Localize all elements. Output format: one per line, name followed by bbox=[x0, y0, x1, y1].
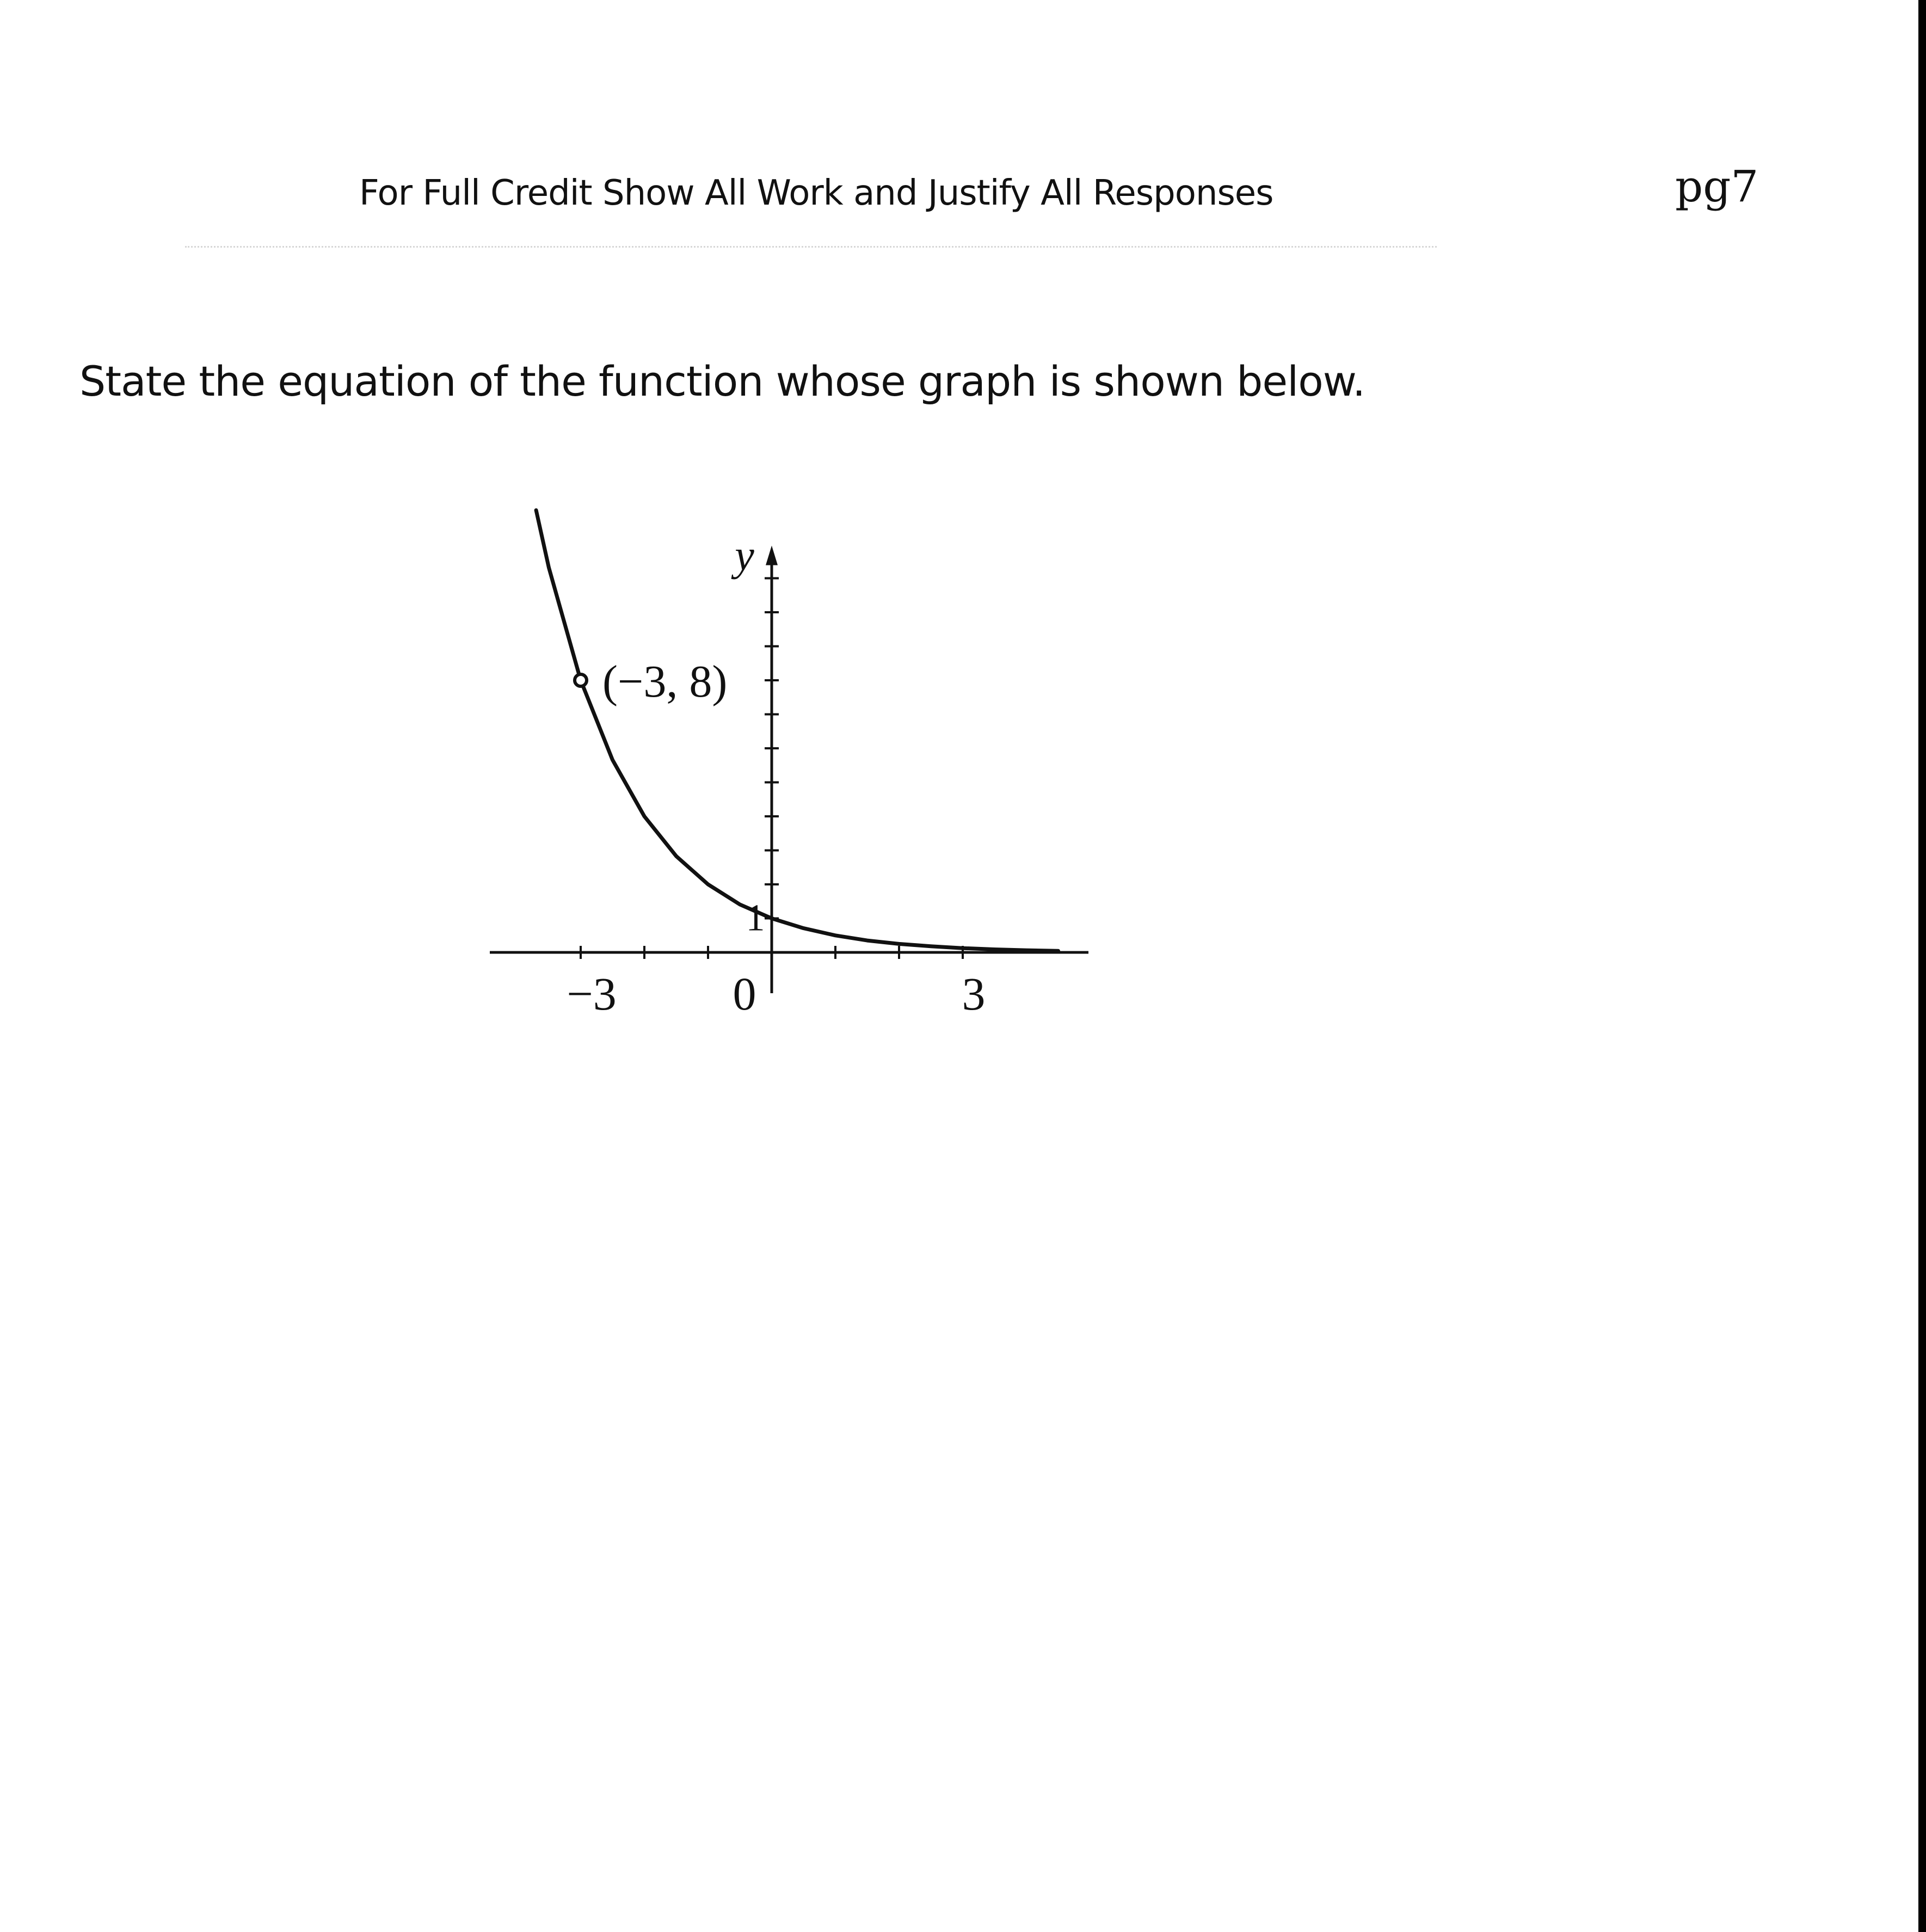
point-marker bbox=[575, 674, 587, 686]
y-tick-label: 1 bbox=[746, 897, 765, 939]
header-divider bbox=[185, 246, 1437, 248]
y-axis-label: y bbox=[735, 532, 754, 580]
annotations bbox=[575, 656, 727, 707]
curve-layer bbox=[536, 510, 1058, 951]
x-tick-label: −3 bbox=[567, 968, 617, 1020]
question-text: State the equation of the function whose graph is shown below. bbox=[79, 357, 1365, 405]
page-number: pg7 bbox=[1675, 161, 1759, 212]
y-axis-arrowhead bbox=[766, 546, 778, 565]
axes bbox=[490, 546, 1088, 994]
instruction-header: For Full Credit Show All Work and Justify All Responses bbox=[359, 173, 1273, 213]
function-graph bbox=[490, 468, 1088, 1045]
scan-edge-border bbox=[1918, 0, 1926, 1932]
x-tick-label: 3 bbox=[962, 968, 986, 1020]
exponential-curve bbox=[536, 510, 1058, 951]
point-label: (−3, 8) bbox=[602, 656, 728, 707]
x-tick-label: 0 bbox=[733, 968, 756, 1020]
